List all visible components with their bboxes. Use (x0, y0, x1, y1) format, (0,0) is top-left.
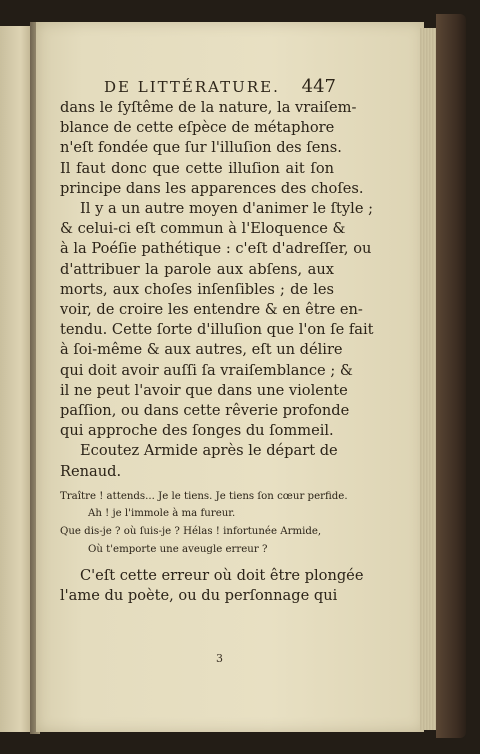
verse-line: Ah ! je l'immole à ma fureur. (88, 508, 236, 520)
running-header (104, 76, 336, 97)
signature-mark: 3 (216, 652, 223, 665)
text-line: à la Poéſie pathétique : c'eſt d'adreſſer, ou (60, 240, 372, 258)
text-line: & celui-ci eſt commun à l'Eloquence & (60, 220, 346, 238)
text-line: paſſion, ou dans cette rêverie profonde (60, 402, 350, 420)
facing-page-edge (0, 26, 34, 732)
text-line: tendu. Cette ſorte d'illuſion que l'on ſe fait (60, 321, 374, 339)
text-line: Il faut donc que cette illuſion ait ſon (60, 159, 334, 177)
verse-line: Où t'emporte une aveugle erreur ? (88, 543, 268, 555)
paragraph-1 (60, 98, 364, 199)
text-line: principe dans les apparences des choſes. (60, 179, 364, 197)
text-line: blance de cette eſpèce de métaphore (60, 119, 335, 137)
text-line: voir, de croire les entendre & en être en- (60, 301, 363, 319)
text-line: il ne peut l'avoir que dans une violente (60, 381, 348, 399)
text-line: n'eſt fondée que ſur l'illuſion des ſens. (60, 139, 342, 157)
paragraph-4 (60, 566, 364, 606)
book-cover-edge (436, 14, 466, 738)
text-line: Il y a un autre moyen d'animer le ſtyle ; (80, 200, 374, 218)
text-line: Renaud. (60, 462, 122, 480)
paragraph-2 (60, 199, 374, 441)
text-line: d'attribuer la parole aux abſens, aux (60, 260, 334, 278)
text-line: dans le ſyſtême de la nature, la vraiſem- (60, 99, 357, 116)
text-line: morts, aux choſes inſenſibles ; de les (60, 280, 334, 298)
text-line: l'ame du poète, ou du perſonnage qui (60, 587, 338, 605)
text-line: C'eſt cette erreur où doit être plongée (80, 567, 364, 585)
verse-line: Traître ! attends... Je le tiens. Je tiens ſon cœur perfide. (60, 490, 348, 502)
verse-quotation (60, 488, 348, 558)
text-line: qui doit avoir auſſi ſa vraiſemblance ; & (60, 361, 353, 379)
paragraph-3 (60, 441, 338, 481)
text-line: Ecoutez Armide après le départ de (80, 442, 338, 460)
page-number: 447 (301, 76, 336, 97)
text-line: qui approche des ſonges du ſommeil. (60, 422, 334, 440)
running-title: DE LITTÉRATURE. (104, 78, 280, 96)
verse-line: Que dis-je ? où ſuis-je ? Hélas ! infortunée Armide, (60, 526, 322, 538)
page-body (60, 98, 374, 607)
text-line: à ſoi-même & aux autres, eſt un délire (60, 341, 343, 359)
